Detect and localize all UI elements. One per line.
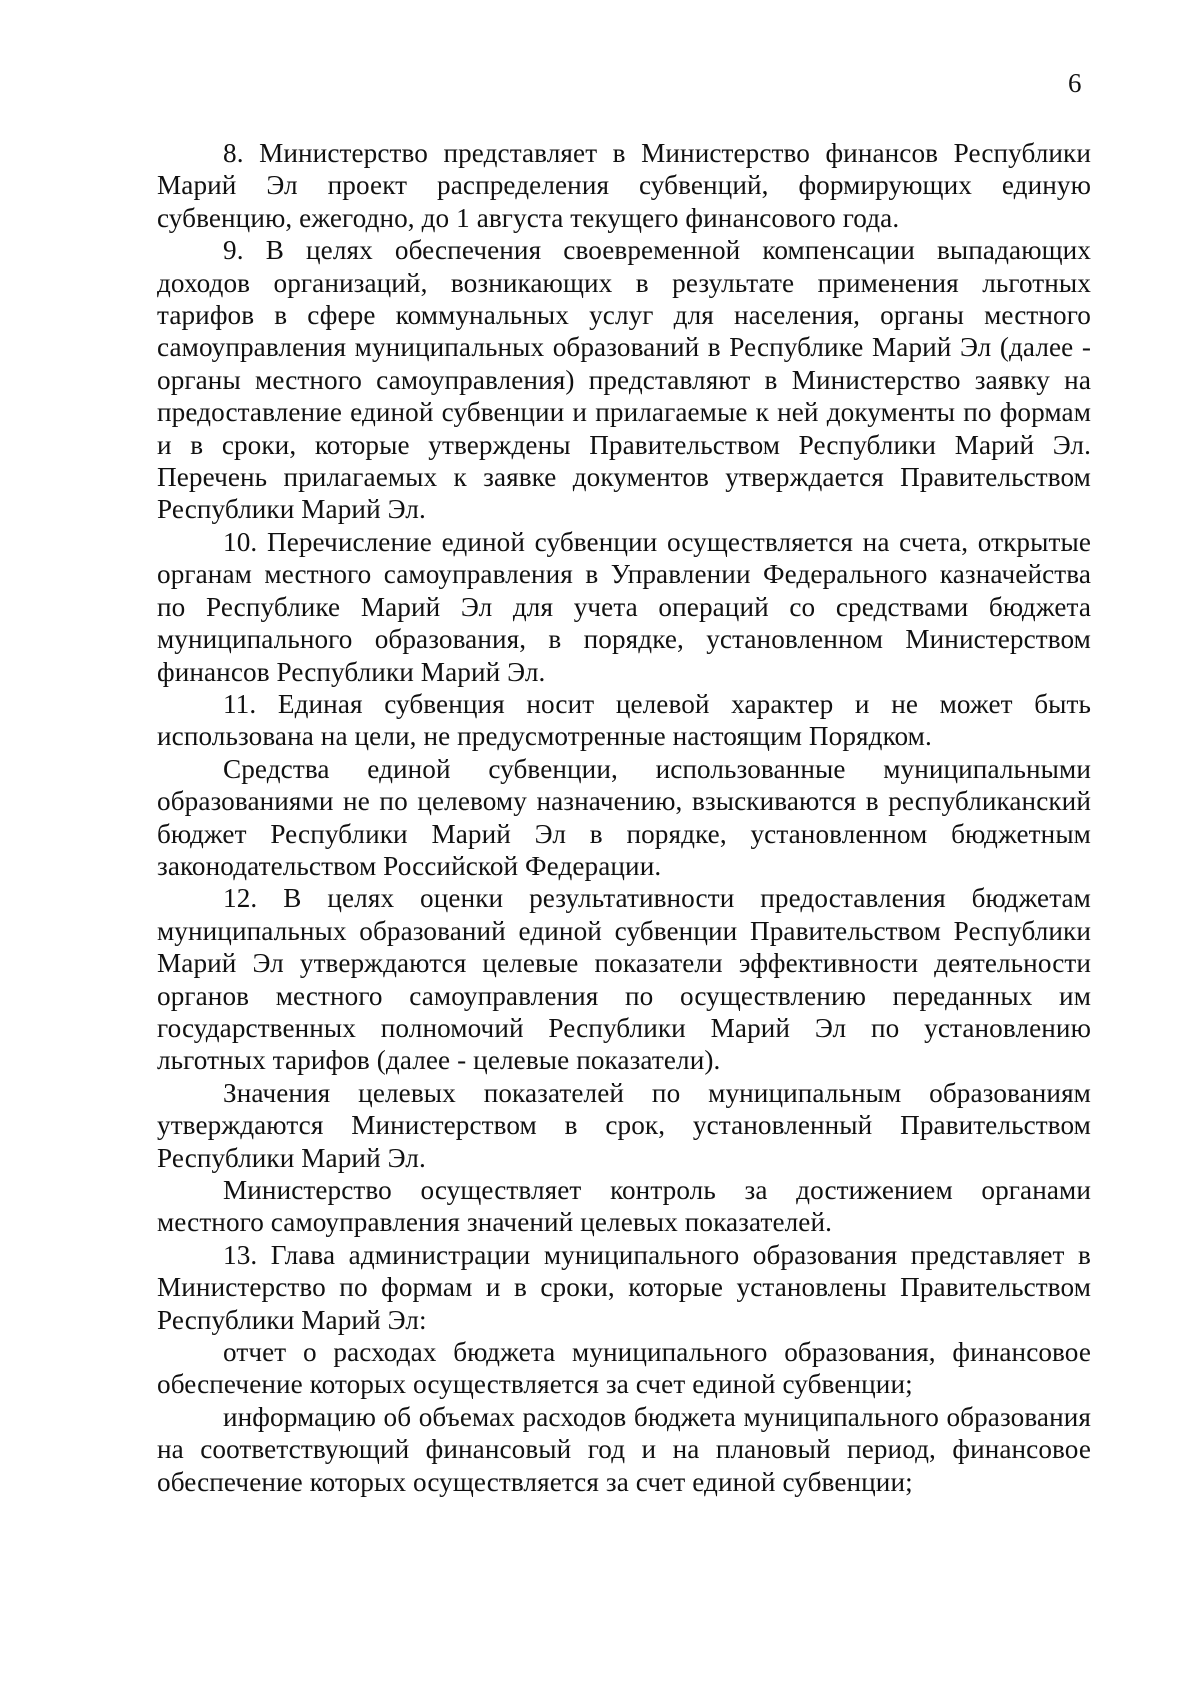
paragraph-13-report-item: отчет о расходах бюджета муниципального образования, финансовое обеспечение которых осуществляется за счет единой субвенции;	[157, 1337, 1091, 1400]
paragraph-10: 10. Перечисление единой субвенции осуществляется на счета, открытые органам местного самоуправления в Управлении Федерального казначейства по Республике Марий Эл для учета операций со средствами бюджета муниципального образования, в порядке, установленном Министерством финансов Республики Марий Эл.	[157, 526, 1091, 687]
page-number: 6	[1068, 68, 1082, 98]
paragraph-13-info-item: информацию об объемах расходов бюджета муниципального образования на соответствующий финансовый год и на плановый период, финансовое обеспечение которых осуществляется за счет единой субвенции;	[157, 1401, 1091, 1497]
paragraph-9: 9. В целях обеспечения своевременной компенсации выпадающих доходов организаций, возникающих в результате применения льготных тарифов в сфере коммунальных услуг для населения, органы местного самоуправления муниципальных образований в Республике Марий Эл (далее - органы местного самоуправления) представляют в Министерство заявку на предоставление единой субвенции и прилагаемые к ней документы по формам и в сроки, которые утверждены Правительством Республики Марий Эл. Перечень прилагаемых к заявке документов утверждается Правительством Республики Марий Эл.	[157, 235, 1091, 525]
paragraph-12: 12. В целях оценки результативности предоставления бюджетам муниципальных образований единой субвенции Правительством Республики Марий Эл утверждаются целевые показатели эффективности деятельности органов местного самоуправления по осуществлению переданных им государственных полномочий Республики Марий Эл по установлению льготных тарифов (далее - целевые показатели).	[157, 883, 1091, 1076]
document-body	[157, 137, 1091, 1498]
paragraph-8: 8. Министерство представляет в Министерство финансов Республики Марий Эл проект распределения субвенций, формирующих единую субвенцию, ежегодно, до 1 августа текущего финансового года.	[157, 138, 1091, 233]
paragraph-12-target-values: Значения целевых показателей по муниципальным образованиям утверждаются Министерством в срок, установленный Правительством Республики Марий Эл.	[157, 1077, 1091, 1173]
paragraph-11: 11. Единая субвенция носит целевой характер и не может быть использована на цели, не предусмотренные настоящим Порядком.	[157, 688, 1091, 752]
paragraph-12-control: Министерство осуществляет контроль за достижением органами местного самоуправления значений целевых показателей.	[157, 1175, 1091, 1238]
paragraph-13: 13. Глава администрации муниципального образования представляет в Министерство по формам и в сроки, которые установлены Правительством Республики Марий Эл:	[157, 1239, 1091, 1335]
paragraph-11-continued: Средства единой субвенции, использованные муниципальными образованиями не по целевому назначению, взыскиваются в республиканский бюджет Республики Марий Эл в порядке, установленном бюджетным законодательством Российской Федерации.	[157, 753, 1091, 881]
